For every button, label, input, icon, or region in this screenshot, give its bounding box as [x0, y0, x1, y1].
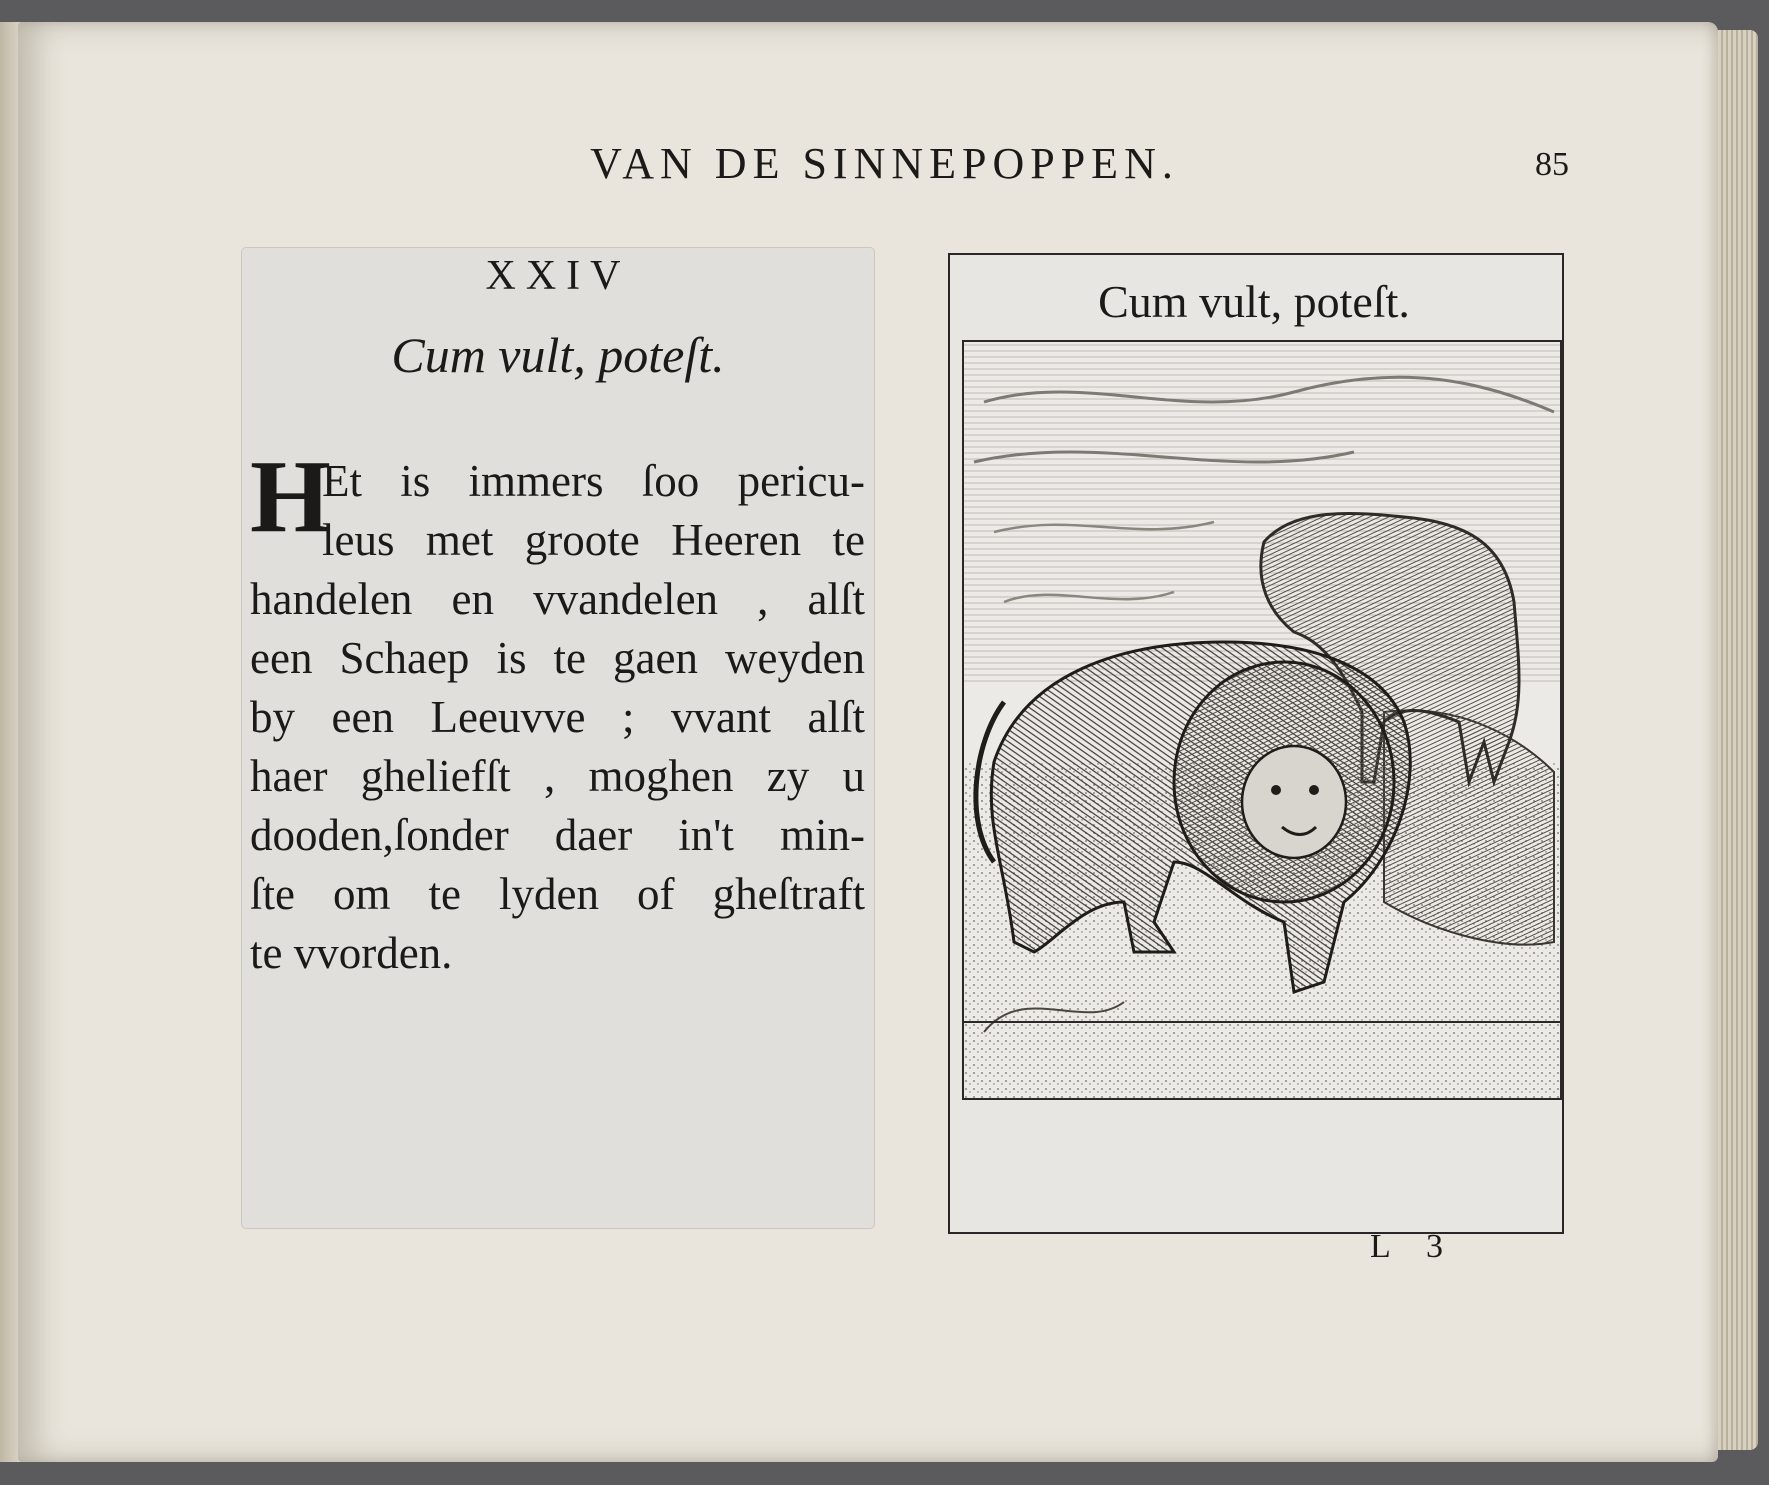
text-line: handelen en vvandelen , alſt — [250, 574, 865, 624]
text-line: ſte om te lyden of gheſtraft — [250, 869, 865, 919]
text-line: een Schaep is te gaen weyden — [250, 633, 865, 683]
page-number: 85 — [1535, 146, 1569, 183]
running-head: VAN DE SINNEPOPPEN. — [590, 139, 1179, 188]
emblem-text — [250, 439, 865, 983]
plate-motto: Cum vult, poteſt. — [1098, 276, 1410, 327]
emblem-numeral: XXIV — [485, 253, 631, 299]
text-line: dooden,ſonder daer in't min- — [250, 810, 865, 860]
text-line: leus met groote Heeren te — [322, 515, 865, 565]
page-edges — [1718, 30, 1758, 1450]
text-line: haer gheliefſt , moghen zy u — [250, 751, 865, 801]
text-line: Et is immers ſoo pericu- — [322, 456, 865, 506]
drop-cap: H — [250, 439, 331, 554]
text-line: by een Leeuvve ; vvant alſt — [250, 692, 865, 742]
signature-mark: L 3 — [1370, 1228, 1458, 1265]
emblem-motto: Cum vult, poteſt. — [391, 327, 725, 383]
lion-and-sheep-engraving — [962, 340, 1562, 1100]
text-line: te vvorden. — [250, 928, 453, 978]
